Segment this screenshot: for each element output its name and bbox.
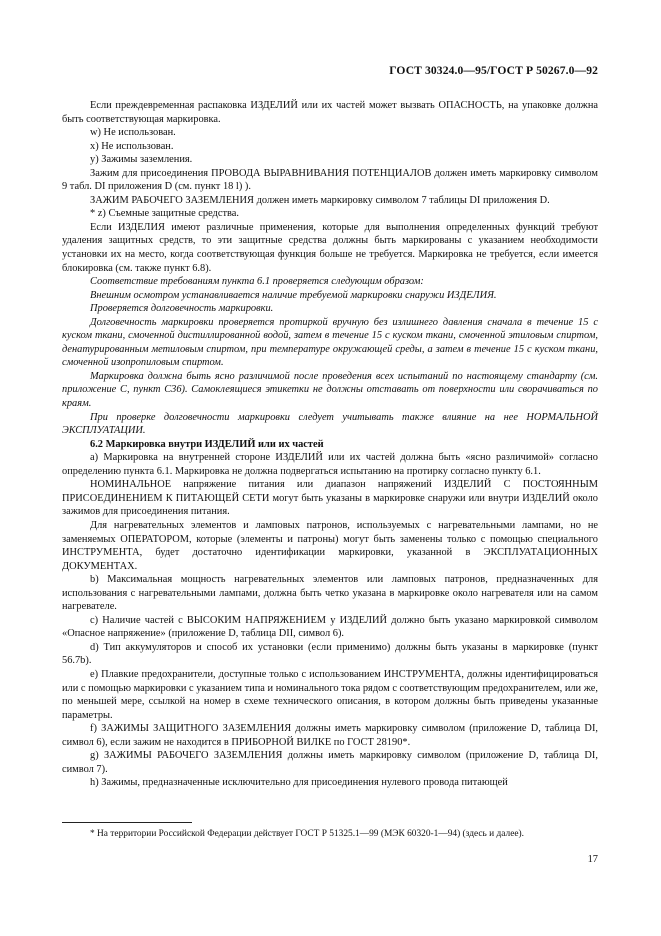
list-item: x) Не использован.	[90, 140, 174, 152]
test-paragraph: Внешним осмотром устанавливается наличие требуемой маркировки снаружи ИЗДЕЛИЯ.	[90, 289, 497, 301]
list-item: d) Тип аккумуляторов и способ их установки (если применимо) должны быть указаны в маркировке (пункт 56.7b).	[62, 641, 598, 667]
list-item: c) Наличие частей с ВЫСОКИМ НАПРЯЖЕНИЕМ у ИЗДЕЛИЙ должно быть указано маркировкой символом «Опасное напряжение» (приложение D, таблица DII, символ 6).	[62, 614, 598, 640]
list-item: f) ЗАЖИМЫ ЗАЩИТНОГО ЗАЗЕМЛЕНИЯ должны иметь маркировку символом (приложение D, таблица DI, символ 6), если зажим не находится в ПРИБОРНОЙ ВИЛКЕ по ГОСТ 28190*.	[62, 723, 598, 748]
list-item: а) Маркировка на внутренней стороне ИЗДЕЛИЙ или их частей должна быть «ясно различимой» согласно определению пункта 6.1. Маркировка не должна подвергаться испытанию на протирку согласно пункту 6.1.	[62, 452, 598, 477]
test-paragraph: Соответствие требованиям пункта 6.1 проверяется следующим образом:	[90, 276, 424, 288]
page-number: 17	[587, 854, 598, 865]
test-paragraph: Долговечность маркировки проверяется протиркой вручную без излишнего давления сначала в течение 15 с куском ткани, смоченной дистиллированной водой, затем в течение 15 с куском ткани, смоченной этиловым спиртом, денатурированным метиловым спиртом, при температуре окружающей среды, а затем в течение 15 с куском ткани, смоченной изопропиловым спиртом.	[62, 316, 598, 369]
footnote-divider	[62, 822, 192, 823]
paragraph: ЗАЖИМ РАБОЧЕГО ЗАЗЕМЛЕНИЯ должен иметь маркировку символом 7 таблицы DI приложения D.	[90, 194, 550, 206]
test-paragraph: При проверке долговечности маркировки следует учитывать также влияние на нее НОРМАЛЬНОЙ ЭКСПЛУАТАЦИИ.	[62, 411, 598, 437]
list-item: g) ЗАЖИМЫ РАБОЧЕГО ЗАЗЕМЛЕНИЯ должны иметь маркировку символом (приложение D, таблица DI, символ 7).	[62, 750, 598, 775]
page-body	[62, 99, 598, 790]
list-item: b) Максимальная мощность нагревательных элементов или ламповых патронов, предназначенных для использования с нагревательными лампами, должна быть четко указана в маркировке около нагревателя или на самом нагревателе.	[62, 574, 598, 613]
test-paragraph: Маркировка должна быть ясно различимой после проведения всех испытаний по настоящему стандарту (см. приложение С, пункт С36). Самоклеящиеся этикетки не должны отставать от поверхности или сворачиваться по краям.	[62, 370, 598, 410]
document-header: ГОСТ 30324.0—95/ГОСТ Р 50267.0—92	[389, 64, 598, 77]
paragraph: Если ИЗДЕЛИЯ имеют различные применения, которые для выполнения определенных функций требуют удаления защитных средств, то эти защитные средства должны быть маркированы с указанием необходимости установки их на место, когда соответствующая функция больше не требуется. Маркировка не требуется, если имеется блокировка (см. также пункт 6.8).	[62, 221, 598, 274]
paragraph: НОМИНАЛЬНОЕ напряжение питания или диапазон напряжений ИЗДЕЛИЙ С ПОСТОЯННЫМ ПРИСОЕДИНЕНИЕМ К ПИТАЮЩЕЙ СЕТИ могут быть указаны в маркировке снаружи или внутри ИЗДЕЛИЙ около зажимов для присоединения питания.	[62, 479, 598, 518]
list-item: e) Плавкие предохранители, доступные только с использованием ИНСТРУМЕНТА, должны идентифицироваться или с помощью маркировки с указанием типа и номинального тока рядом с соответствующим предохранителем, или же, по меньшей мере, ссылкой на номер в схеме технического описания, в котором должны быть приведены указанные параметры.	[62, 668, 598, 721]
paragraph: Если преждевременная распаковка ИЗДЕЛИЙ или их частей может вызвать ОПАСНОСТЬ, на упаковке должна быть соответствующая маркировка.	[62, 100, 598, 125]
list-item: * z) Съемные защитные средства.	[90, 208, 239, 220]
list-item: h) Зажимы, предназначенные исключительно для присоединения нулевого провода питающей	[90, 777, 508, 789]
footnote: * На территории Российской Федерации действует ГОСТ Р 51325.1—99 (МЭК 60320-1—94) (здесь и далее).	[90, 829, 524, 839]
list-item: w) Не использован.	[90, 127, 176, 139]
paragraph: Зажим для присоединения ПРОВОДА ВЫРАВНИВАНИЯ ПОТЕНЦИАЛОВ должен иметь маркировку символом 9 табл. DI приложения D (см. пункт 18 l) ).	[62, 167, 598, 193]
test-paragraph: Проверяется долговечность маркировки.	[90, 303, 274, 315]
list-item: y) Зажимы заземления.	[90, 154, 193, 166]
paragraph: Для нагревательных элементов и ламповых патронов, используемых с нагревательными лампами, но не заменяемых ОПЕРАТОРОМ, которые (элементы и патроны) могут быть заменены только с помощью специального ИНСТРУМЕНТА, будет достаточно идентификации маркировки, указанной в ЭКСПЛУАТАЦИОННЫХ ДОКУМЕНТАХ.	[62, 519, 598, 572]
section-heading: 6.2 Маркировка внутри ИЗДЕЛИЙ или их частей	[90, 438, 324, 450]
